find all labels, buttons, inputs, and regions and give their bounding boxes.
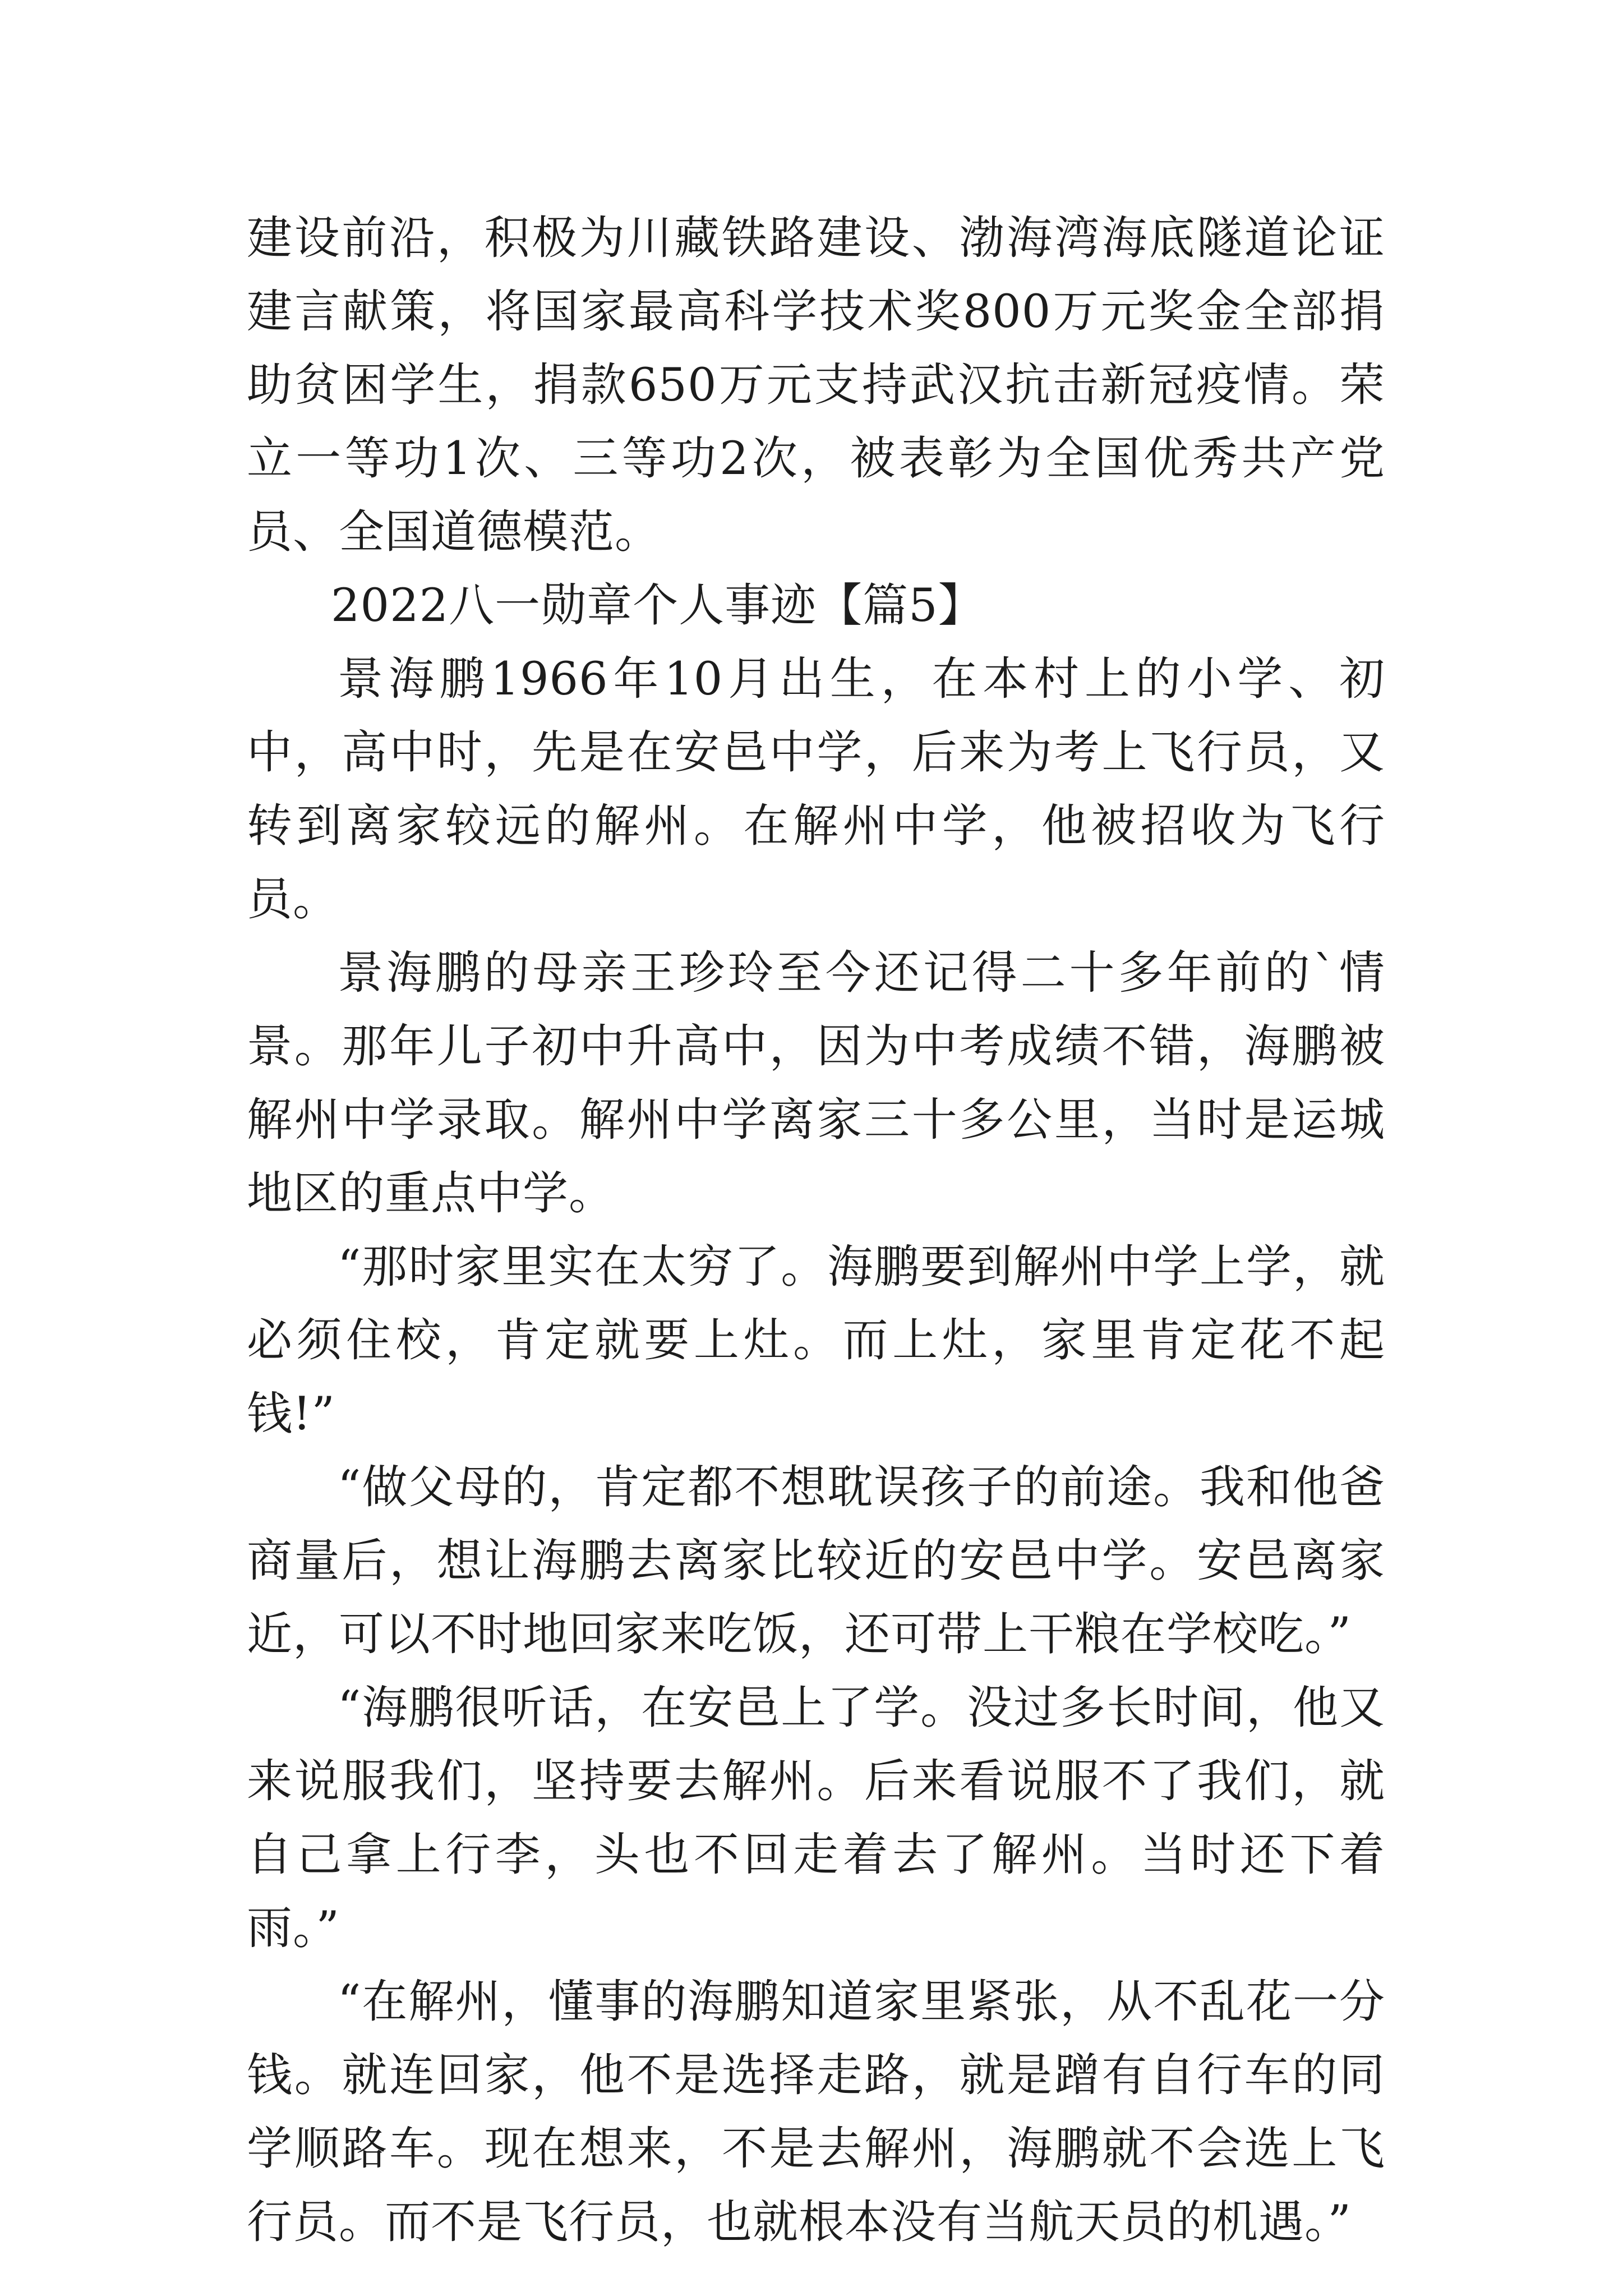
- paragraph-quote: “那时家里实在太穷了。海鹏要到解州中学上学，就必须住校，肯定就要上灶。而上灶，家里肯定花不起钱!”: [247, 1241, 1385, 1441]
- paragraph-continuation: 建设前沿，积极为川藏铁路建设、渤海湾海底隧道论证建言献策，将国家最高科学技术奖800万元奖金全部捐助贫困学生，捐款650万元支持武汉抗击新冠疫情。荣立一等功1次、三等功2次，被表彰为全国优秀共产党员、全国道德模范。: [247, 212, 1385, 559]
- section-heading: 2022八一勋章个人事迹【篇5】: [331, 579, 984, 632]
- paragraph-quote: “海鹏很听话，在安邑上了学。没过多长时间，他又来说服我们，坚持要去解州。后来看说服不了我们，就自己拿上行李，头也不回走着去了解州。当时还下着雨。”: [247, 1682, 1385, 1955]
- paragraph: 景海鹏的母亲王珍玲至今还记得二十多年前的`情景。那年儿子初中升高中，因为中考成绩不错，海鹏被解州中学录取。解州中学离家三十多公里，当时是运城地区的重点中学。: [247, 947, 1385, 1220]
- paragraph-quote: “做父母的，肯定都不想耽误孩子的前途。我和他爸商量后，想让海鹏去离家比较近的安邑中学。安邑离家近，可以不时地回家来吃饭，还可带上干粮在学校吃。”: [247, 1461, 1385, 1661]
- document-body: [247, 202, 1385, 2260]
- paragraph-quote: “在解州，懂事的海鹏知道家里紧张，从不乱花一分钱。就连回家，他不是选择走路，就是蹭有自行车的同学顺路车。现在想来，不是去解州，海鹏就不会选上飞行员。而不是飞行员，也就根本没有当航天员的机遇。”: [247, 1976, 1385, 2249]
- paragraph: 景海鹏1966年10月出生，在本村上的小学、初中，高中时，先是在安邑中学，后来为考上飞行员，又转到离家较远的解州。在解州中学，他被招收为飞行员。: [247, 653, 1385, 926]
